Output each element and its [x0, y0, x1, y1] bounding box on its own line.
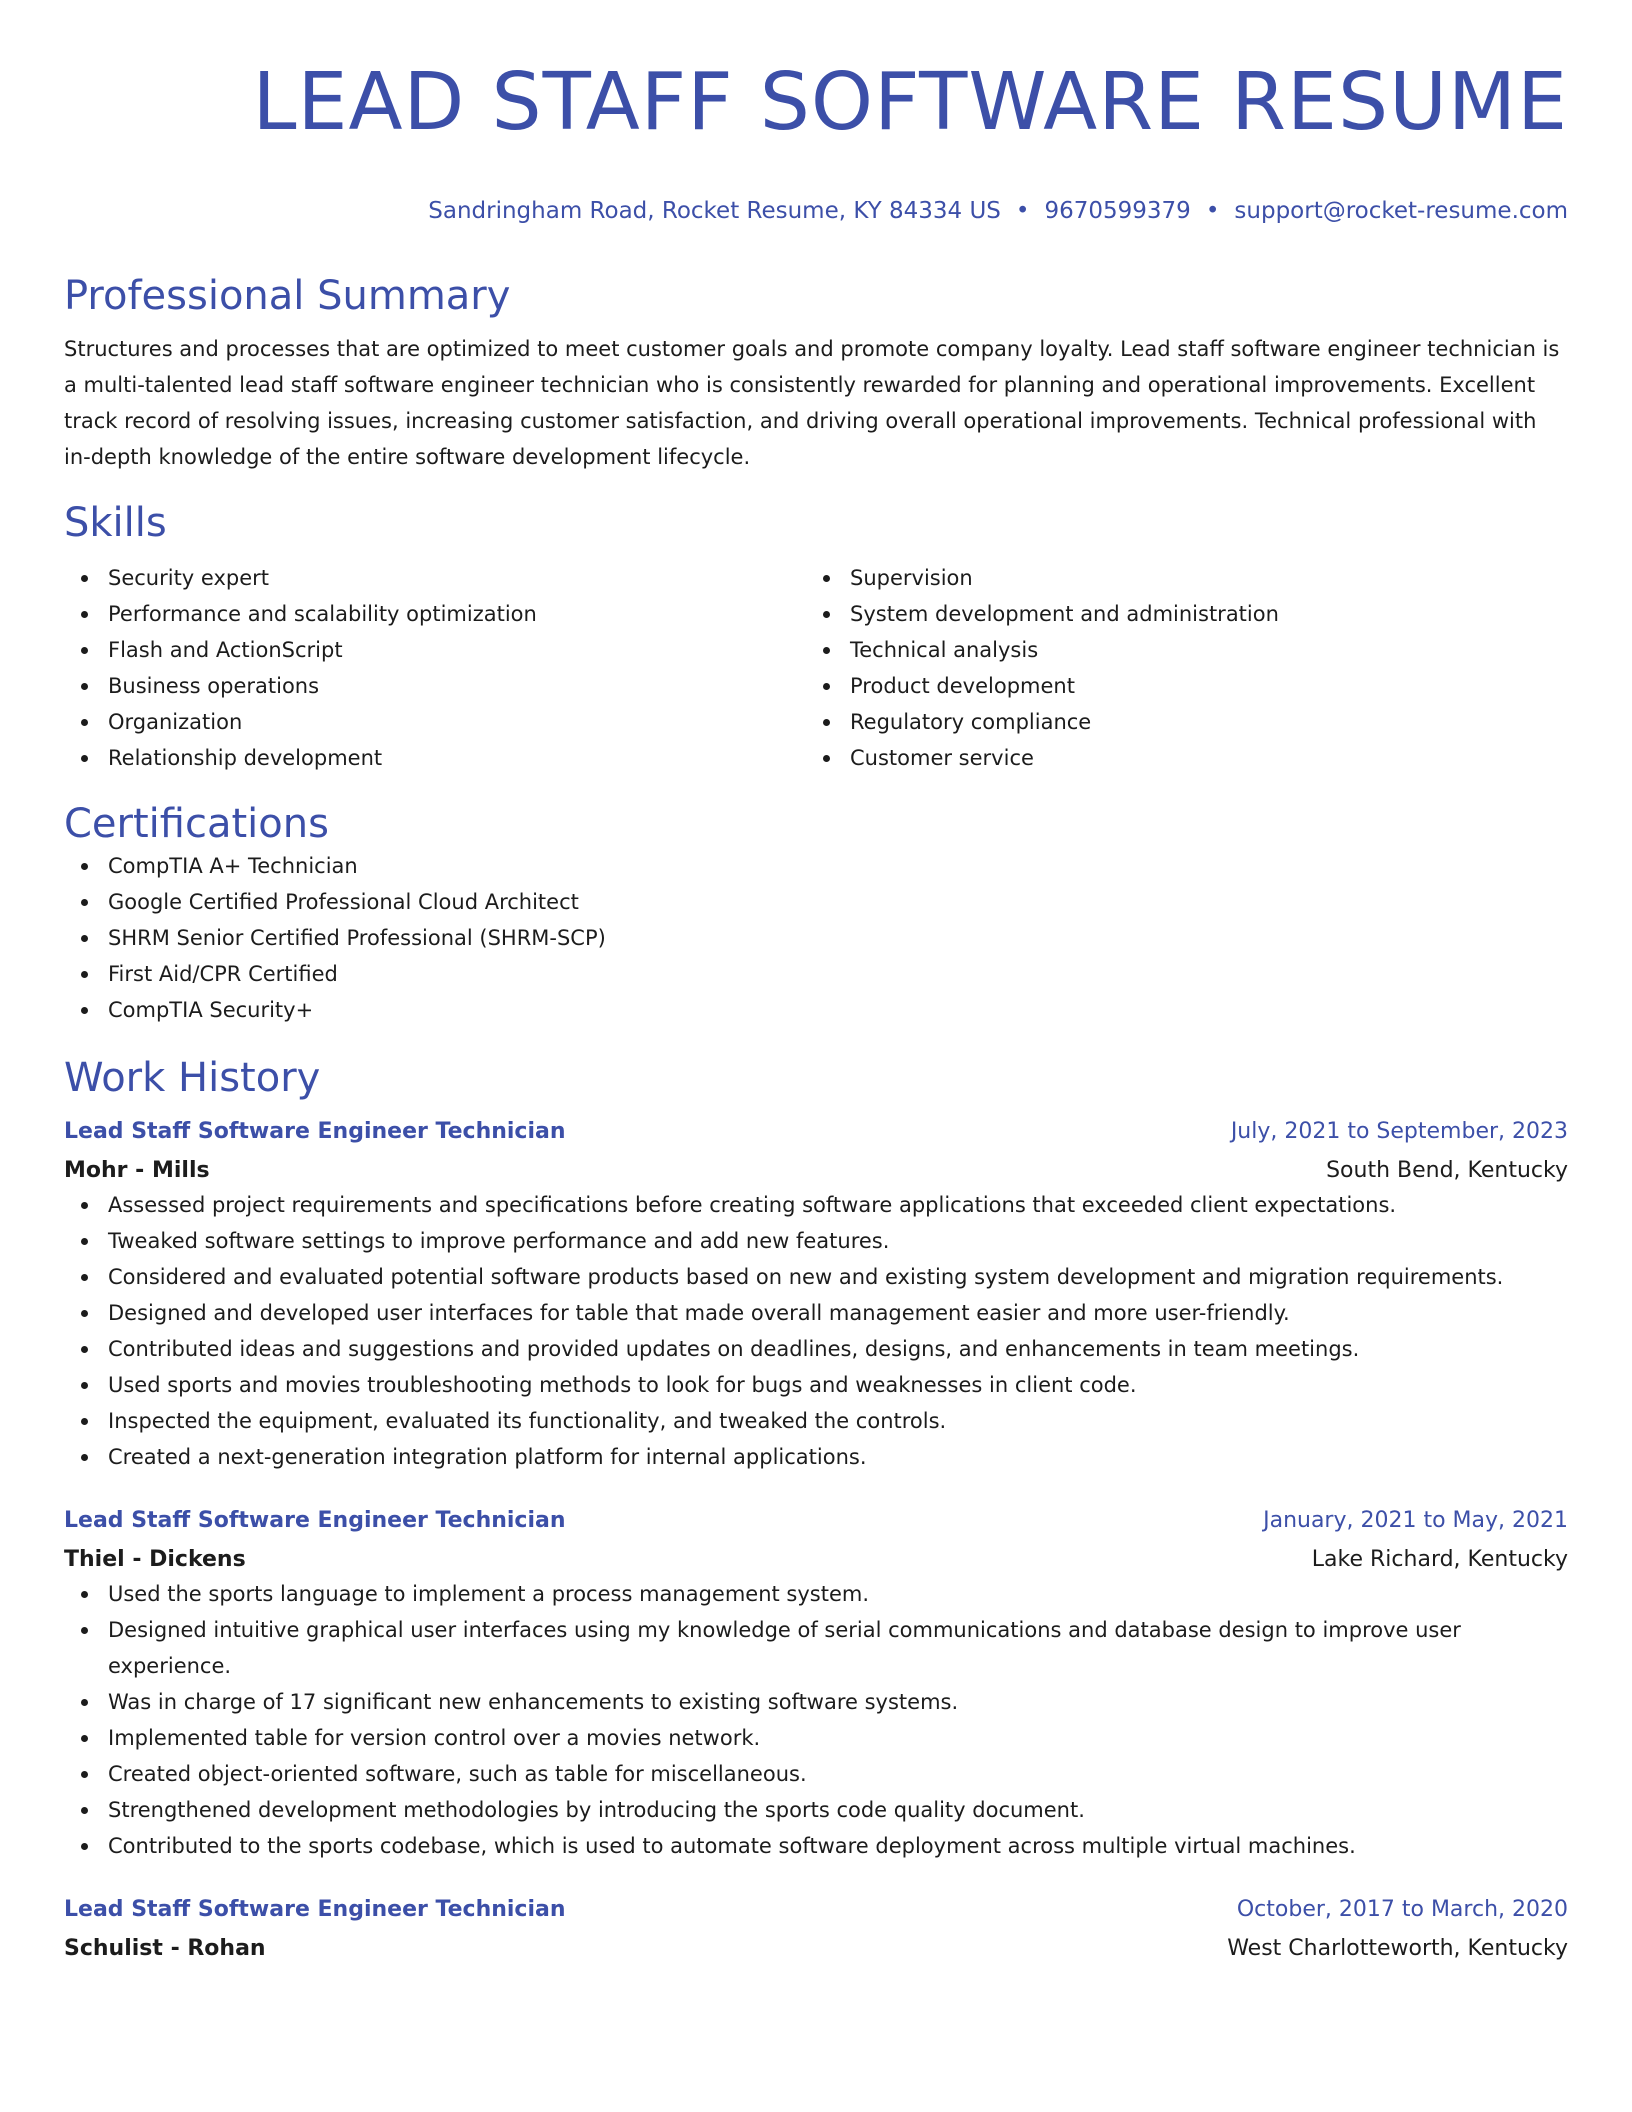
certification-item: Google Certified Professional Cloud Architect [64, 884, 1568, 920]
job-title: Lead Staff Software Engineer Technician [64, 1119, 566, 1144]
contact-separator: • [1015, 198, 1030, 224]
job-entry [64, 1505, 1568, 1864]
contact-separator: • [1205, 198, 1220, 224]
certification-item: CompTIA Security+ [64, 992, 1568, 1028]
job-bullet: Used the sports language to implement a process management system. [64, 1576, 1568, 1612]
certifications-section [64, 800, 1568, 1028]
certification-item: First Aid/CPR Certified [64, 956, 1568, 992]
job-bullet-list [64, 1187, 1568, 1475]
skill-item: Relationship development [64, 740, 806, 776]
skill-item: System development and administration [806, 596, 1548, 632]
job-bullet-list [64, 1576, 1568, 1864]
certification-item: SHRM Senior Certified Professional (SHRM-SCP) [64, 920, 1568, 956]
skills-list-left [64, 560, 806, 776]
job-subheader [64, 1933, 1568, 1965]
job-location: Lake Richard, Kentucky [1311, 1547, 1568, 1572]
skill-item: Supervision [806, 560, 1548, 596]
job-title: Lead Staff Software Engineer Technician [64, 1508, 566, 1533]
job-company: Schulist - Rohan [64, 1936, 266, 1961]
job-bullet: Tweaked software settings to improve performance and add new features. [64, 1223, 1568, 1259]
job-bullet: Was in charge of 17 significant new enhancements to existing software systems. [64, 1684, 1568, 1720]
job-entry [64, 1116, 1568, 1475]
job-title: Lead Staff Software Engineer Technician [64, 1897, 566, 1922]
skill-item: Security expert [64, 560, 806, 596]
certification-item: CompTIA A+ Technician [64, 848, 1568, 884]
resume-name: LEAD STAFF SOFTWARE RESUME [252, 56, 1568, 148]
job-bullet: Contributed to the sports codebase, which is used to automate software deployment across multiple virtual machines. [64, 1828, 1568, 1864]
job-company: Thiel - Dickens [64, 1547, 246, 1572]
skill-item: Regulatory compliance [806, 704, 1548, 740]
certifications-heading: Certifications [64, 801, 329, 847]
job-bullet: Created a next-generation integration platform for internal applications. [64, 1439, 1568, 1475]
work-history-section [64, 1054, 1568, 1965]
skills-columns [64, 560, 1568, 776]
job-bullet: Contributed ideas and suggestions and provided updates on deadlines, designs, and enhancements in team meetings. [64, 1331, 1568, 1367]
skill-item: Product development [806, 668, 1548, 704]
job-entry [64, 1894, 1568, 1965]
summary-text: Structures and processes that are optimized to meet customer goals and promote company loyalty. Lead staff software engineer technician is a multi-talented lead staff software engineer technician who is consistently rewarded for planning and operational improvements. Excellent track record of resolving issues, increasing customer satisfaction, and driving overall operational improvements. Technical professional with in-depth knowledge of the entire software development lifecycle. [64, 337, 1560, 469]
job-subheader [64, 1544, 1568, 1576]
job-company: Mohr - Mills [64, 1158, 210, 1183]
skills-list-right [806, 560, 1548, 776]
job-header [64, 1505, 1568, 1537]
contact-line [64, 196, 1568, 226]
summary-heading: Professional Summary [64, 273, 511, 319]
skills-section [64, 499, 1568, 776]
job-dates: July, 2021 to September, 2023 [1230, 1119, 1568, 1144]
skills-heading: Skills [64, 500, 167, 546]
skill-item: Performance and scalability optimization [64, 596, 806, 632]
work-history-heading: Work History [64, 1055, 321, 1101]
job-header [64, 1894, 1568, 1926]
contact-address: Sandringham Road, Rocket Resume, KY 84334 US [428, 198, 1001, 224]
job-dates: October, 2017 to March, 2020 [1236, 1897, 1568, 1922]
job-bullet: Implemented table for version control over a movies network. [64, 1720, 1568, 1756]
job-header [64, 1116, 1568, 1148]
job-location: South Bend, Kentucky [1326, 1158, 1568, 1183]
resume-header [64, 0, 1568, 226]
job-bullet: Considered and evaluated potential software products based on new and existing system development and migration requirements. [64, 1259, 1568, 1295]
certifications-list [64, 848, 1568, 1028]
skill-item: Customer service [806, 740, 1548, 776]
job-dates: January, 2021 to May, 2021 [1263, 1508, 1568, 1533]
job-bullet: Designed intuitive graphical user interfaces using my knowledge of serial communications and database design to improve user experience. [64, 1612, 1568, 1684]
job-location: West Charlotteworth, Kentucky [1227, 1936, 1568, 1961]
contact-email[interactable]: support@rocket-resume.com [1234, 198, 1568, 224]
job-bullet: Assessed project requirements and specifications before creating software applications that exceeded client expectations. [64, 1187, 1568, 1223]
job-subheader [64, 1155, 1568, 1187]
job-bullet: Inspected the equipment, evaluated its functionality, and tweaked the controls. [64, 1403, 1568, 1439]
job-bullet: Created object-oriented software, such as table for miscellaneous. [64, 1756, 1568, 1792]
job-bullet: Designed and developed user interfaces for table that made overall management easier and more user-friendly. [64, 1295, 1568, 1331]
summary-section [64, 272, 1568, 475]
contact-phone: 9670599379 [1044, 198, 1191, 224]
job-bullet: Strengthened development methodologies by introducing the sports code quality document. [64, 1792, 1568, 1828]
skill-item: Flash and ActionScript [64, 632, 806, 668]
job-bullet: Used sports and movies troubleshooting methods to look for bugs and weaknesses in client code. [64, 1367, 1568, 1403]
skill-item: Organization [64, 704, 806, 740]
skill-item: Business operations [64, 668, 806, 704]
skill-item: Technical analysis [806, 632, 1548, 668]
